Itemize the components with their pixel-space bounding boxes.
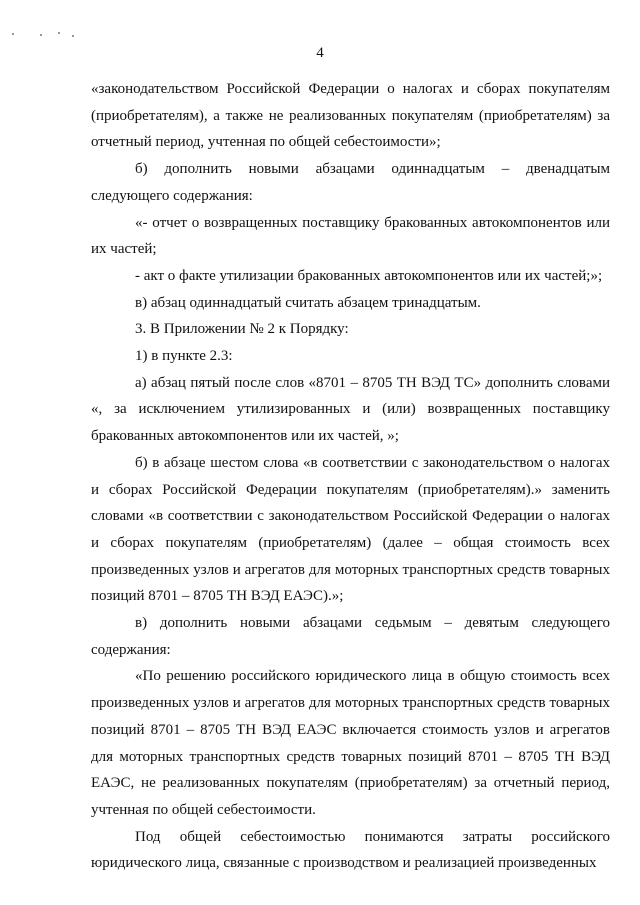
paragraph: - акт о факте утилизации бракованных автокомпонентов или их частей;»; — [135, 267, 603, 284]
scan-artifact-dots — [10, 30, 80, 38]
page-number: 4 — [316, 45, 324, 61]
paragraph: «По решению российского юридического лица в общую стоимость всех произведенных узлов и агрегатов для моторных транспортных средств товарных позиций 8701 – 8705 ТН ВЭД ЕАЭС включается стоимость узлов и агрегатов для моторных транспортных средств товарных позиций 8701 – 8705 ТН ВЭД ЕАЭС, не реализованных покупателям (приобретателям) за отчетный период, учтенная по общей себестоимости. — [91, 668, 610, 818]
paragraph: а) абзац пятый после слов «8701 – 8705 ТН ВЭД ТС» дополнить словами «, за исключением утилизированных и (или) возвращенных поставщику бракованных автокомпонентов или их частей, »; — [91, 374, 610, 445]
paragraph: 3. В Приложении № 2 к Порядку: — [135, 321, 349, 338]
document-body — [91, 76, 610, 877]
paragraph: 1) в пункте 2.3: — [135, 348, 233, 365]
paragraph: «- отчет о возвращенных поставщику бракованных автокомпонентов или их частей; — [91, 214, 610, 258]
paragraph: б) в абзаце шестом слова «в соответствии с законодательством о налогах и сборах Российской Федерации покупателям (приобретателям).» заменить словами «в соответствии с законодательством Российской Федерации о налогах и сборах покупателям (приобретателям) (далее – общая стоимость всех произведенных узлов и агрегатов для моторных транспортных средств товарных позиций 8701 – 8705 ТН ВЭД ЕАЭС).»; — [91, 454, 610, 605]
paragraph: б) дополнить новыми абзацами одиннадцатым – двенадцатым следующего содержания: — [91, 161, 610, 204]
paragraph: в) дополнить новыми абзацами седьмым – девятым следующего содержания: — [91, 615, 610, 658]
paragraph: «законодательством Российской Федерации о налогах и сборах покупателям (приобретателям), а также не реализованных покупателям (приобретателям) за отчетный период, учтенная по общей себестоимости»; — [91, 81, 610, 151]
paragraph: в) абзац одиннадцатый считать абзацем тринадцатым. — [135, 294, 481, 311]
paragraph: Под общей себестоимостью понимаются затраты российского юридического лица, связанные с производством и реализацией произведенных — [91, 828, 610, 872]
